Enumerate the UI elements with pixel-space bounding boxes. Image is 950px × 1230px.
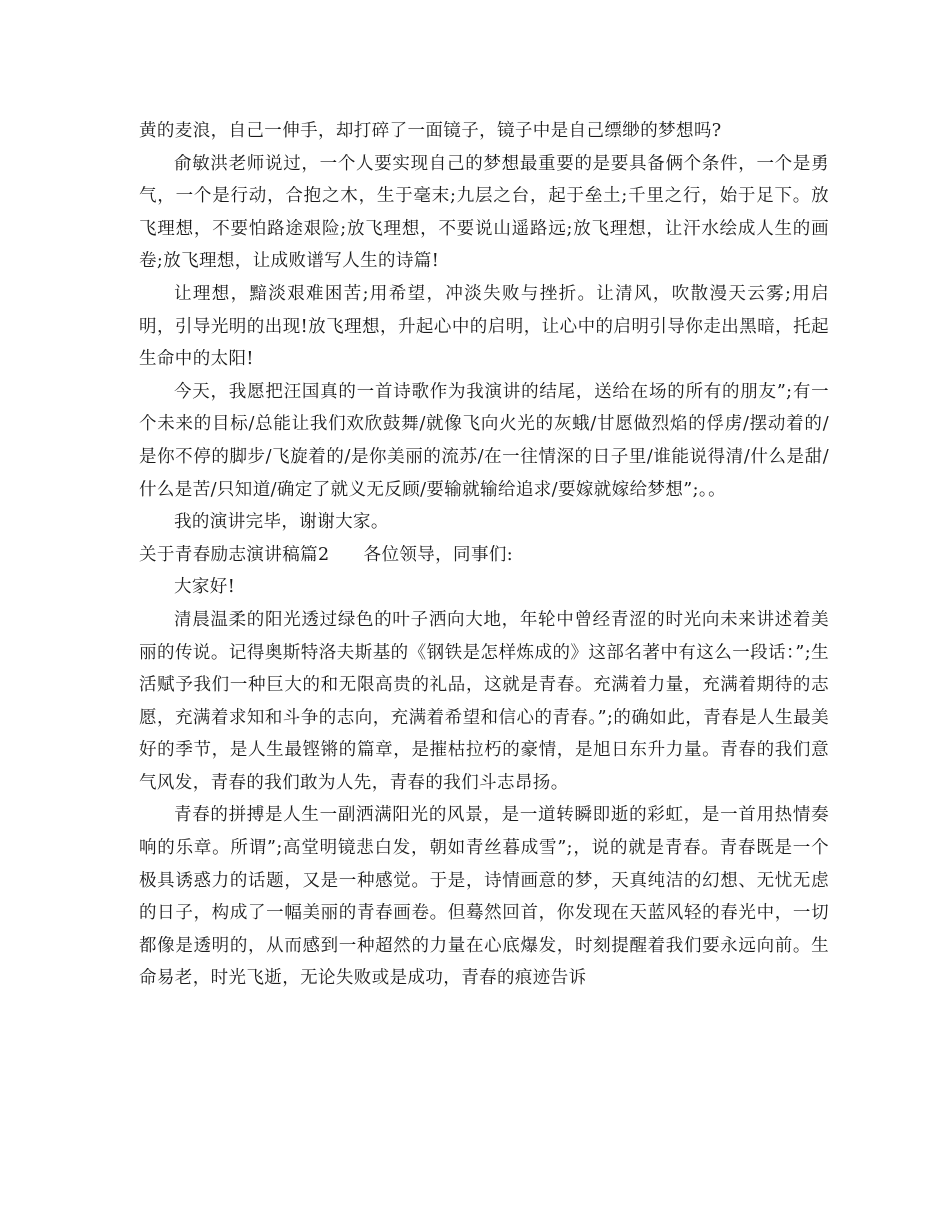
paragraph-youth: 青春的拼搏是人生一副洒满阳光的风景，是一道转瞬即逝的彩虹，是一首用热情奏响的乐章。所谓”;高堂明镜悲白发，朝如青丝暮成雪”;，说的就是青春。青春既是一个极具诱惑力的话题，又是一种感觉。于是，诗情画意的梦，天真纯洁的幻想、无忧无虑的日子，构成了一幅美丽的青春画卷。但蓦然回首，你发现在天蓝风轻的春光中，一切都像是透明的，从而感到一种超然的力量在心底爆发，时刻提醒着我们要永远向前。生命易老，时光飞逝，无论失败或是成功，青春的痕迹告诉 — [139, 805, 829, 989]
section-heading — [139, 539, 829, 572]
paragraph-morning: 清晨温柔的阳光透过绿色的叶子洒向大地，年轮中曾经青涩的时光向未来讲述着美丽的传说。记得奥斯特洛夫斯基的《钢铁是怎样炼成的》这部名著中有这么一段话：”;生活赋予我们一种巨大的和无限高贵的礼品，这就是青春。充满着力量，充满着期待的志愿，充满着求知和斗争的志向，充满着希望和信心的青春。”;的确如此，青春是人生最美好的季节，是人生最铿锵的篇章，是摧枯拉朽的豪情，是旭日东升力量。青春的我们意气风发，青春的我们敢为人先，青春的我们斗志昂扬。 — [139, 609, 829, 793]
paragraph-closing: 我的演讲完毕，谢谢大家。 — [174, 512, 389, 533]
paragraph-ideal: 让理想，黯淡艰难困苦;用希望，冲淡失败与挫折。让清风，吹散漫天云雾;用启明，引导光明的出现!放飞理想，升起心中的启明，让心中的启明引导你走出黑暗，托起生命中的太阳! — [139, 283, 829, 370]
paragraph-yu-minhong: 俞敏洪老师说过，一个人要实现自己的梦想最重要的是要具备俩个条件，一个是勇气，一个是行动，合抱之木，生于毫末;九层之台，起于垒土;千里之行，始于足下。放飞理想，不要怕路途艰险;放飞理想，不要说山遥路远;放飞理想，让汗水绘成人生的画卷;放飞理想，让成败谱写人生的诗篇! — [139, 153, 829, 272]
paragraph-poem: 今天，我愿把汪国真的一首诗歌作为我演讲的结尾，送给在场的所有的朋友”;有一个未来的目标/总能让我们欢欣鼓舞/就像飞向火光的灰蛾/甘愿做烈焰的俘虏/摆动着的/是你不停的脚步/飞旋着的/是你美丽的流苏/在一往情深的日子里/谁能说得清/什么是甜/什么是苦/只知道/确定了就义无反顾/要输就输给追求/要嫁就嫁给梦想”;。。 — [139, 381, 829, 500]
section-greeting: 各位领导，同事们: — [363, 544, 514, 565]
paragraph-continuation: 黄的麦浪，自己一伸手，却打碎了一面镜子，镜子中是自己缥缈的梦想吗? — [139, 121, 722, 141]
paragraph-hello: 大家好! — [174, 577, 236, 598]
document-body — [139, 115, 829, 995]
section-title: 关于青春励志演讲稿篇2 — [139, 544, 330, 565]
